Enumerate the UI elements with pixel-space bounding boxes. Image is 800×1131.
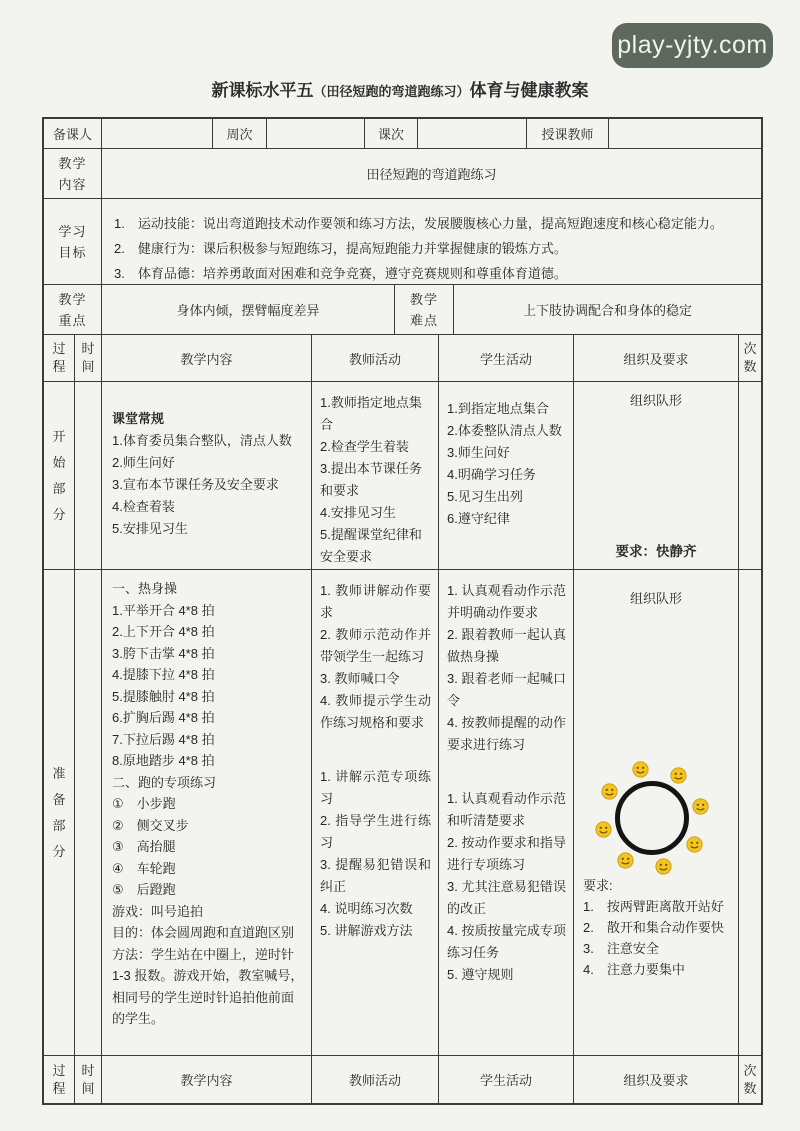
week-value-cell [267,119,365,148]
footer-student: 学生活动 [439,1056,574,1103]
header-process: 过程 [44,335,75,381]
difficulty-value: 上下肢协调配合和身体的稳定 [522,303,692,318]
grid-header-row [44,335,761,382]
footer-times: 次数 [743,1062,757,1096]
drills-list [112,793,305,901]
list-item: 5.提膝触肘 4*8 拍 [112,688,215,704]
list-item: 1. 教师讲解动作要求 [320,583,431,620]
list-item: 5.提醒课堂纪律和安全要求 [320,527,422,564]
list-item: 3. 尤其注意易犯错误的改正 [447,879,566,916]
opening-organization-requirement: 要求：快静齐 [615,544,697,559]
list-item: ③ 高抬腿 [112,839,176,854]
title-paren: （田径短跑的弯道跑练习） [313,84,470,99]
list-item: 6.扩胸后踢 4*8 拍 [112,710,215,725]
teaching-content-row [44,149,761,199]
footer-organization: 组织及要求 [574,1056,739,1103]
teaching-content-label: 教学内容 [44,149,102,198]
list-item: 1.体育委员集合整队，清点人数 [112,433,292,448]
requirements-label: 要求: [583,878,613,893]
teaching-content-value: 田径短跑的弯道跑练习 [366,167,497,182]
footer-process: 过程 [44,1056,75,1103]
list-item: 5.安排见习生 [112,521,188,536]
requirements-list [583,896,732,980]
opening-organization-cell [574,382,739,569]
list-item: 5.见习生出列 [447,489,523,504]
list-item: 4. 按质按量完成专项练习任务 [447,923,566,960]
list-item: 1. 按两臂距离散开站好 [583,899,724,914]
list-item: 3. 注意安全 [583,941,659,956]
opening-teacher-cell [312,382,439,569]
footer-content: 教学内容 [102,1056,312,1103]
list-item: 4.安排见习生 [320,505,396,520]
list-item: 1. 认真观看动作示范和听清楚要求 [447,791,566,828]
list-item: 3. 跟着老师一起喊口令 [447,671,566,708]
student-smiley-icon [601,783,618,800]
preparation-teacher-cell [312,570,439,1055]
list-item: 1. 讲解示范专项练习 [320,769,431,806]
list-item: 2. 指导学生进行练习 [320,813,431,850]
preparation-student-cell [439,570,574,1055]
student-smiley-icon [655,858,672,875]
week-label: 周次 [213,119,267,148]
watermark-badge [612,23,773,68]
opening-student-cell [439,382,574,569]
list-item: 2. 按动作要求和指导进行专项练习 [447,835,566,872]
header-time: 时间 [75,335,102,381]
preparation-organization-cell [574,570,739,1055]
list-item: 4. 说明练习次数 [320,901,413,916]
student-smiley-icon [632,761,649,778]
list-item: 1.教师指定地点集合 [320,395,422,432]
objectives-label: 学习目标 [44,199,102,284]
list-item: 1.平举开合 4*8 拍 [112,602,215,618]
list-item: 4. 按教师提醒的动作要求进行练习 [447,715,566,752]
list-item: 2.上下开合 4*8 拍 [112,624,215,639]
list-item: 方法：学生站在中圈上，逆时针1-3 报数。游戏开始，教室喊号，相同号的学生逆时针追拍他前面的学生。 [112,946,304,1026]
opening-content-cell [102,382,312,569]
footer-teacher: 教师活动 [312,1056,439,1103]
preparation-organization-title: 组织队形 [629,591,682,606]
list-item: 目的：体会圆周跑和直道跑区别 [112,925,295,940]
lesson-value-cell [418,119,527,148]
objectives-list [102,199,761,284]
header-content: 教学内容 [102,335,312,381]
list-item: 4.提膝下拉 4*8 拍 [112,667,215,682]
page-title [0,76,800,101]
list-item: 8.原地踏步 4*8 拍 [112,753,215,768]
list-item: 3. 体育品德：培养勇敢面对困难和竞争竞赛，遵守竞赛规则和尊重体育道德。 [114,266,567,281]
list-item: 3. 教师喊口令 [320,671,400,686]
preparation-section-row [44,570,761,1056]
list-item: 游戏：叫号追拍 [112,903,204,919]
game-description [112,901,305,1030]
list-item: 2. 散开和集合动作要快 [583,920,724,935]
list-item: 3.提出本节课任务和要求 [320,461,422,498]
list-item: 2. 教师示范动作并带领学生一起练习 [320,627,431,664]
list-item: 2.体委整队清点人数 [447,423,562,438]
list-item: ④ 车轮跑 [112,860,176,876]
opening-content-list [112,430,305,540]
info-row [44,119,761,149]
teacher-block-2 [320,766,431,942]
lesson-label: 课次 [365,119,418,148]
list-item: 1. 认真观看动作示范并明确动作要求 [447,583,566,620]
lesson-plan-table [42,117,763,1105]
list-item: ① 小步跑 [112,796,176,811]
list-item: 4.明确学习任务 [447,467,536,482]
list-item: 1. 运动技能：说出弯道跑技术动作要领和练习方法，发展腰腹核心力量，提高短跑速度和核心稳定能力。 [114,216,723,231]
preparation-times-cell [739,570,761,1055]
list-item: 2. 健康行为：课后积极参与短跑练习，提高短跑能力并掌握健康的锻炼方式。 [114,241,567,256]
student-smiley-icon [686,836,703,853]
circle-formation-diagram [592,758,712,878]
header-times: 次数 [743,341,757,374]
header-organization: 组织及要求 [574,335,739,381]
student-block-1 [447,580,566,756]
list-item: 2.师生问好 [112,455,175,470]
student-smiley-icon [670,767,687,784]
preparation-time-cell [75,570,102,1055]
student-smiley-icon [617,852,634,869]
opening-section-row [44,382,761,570]
list-item: ② 侧交叉步 [112,817,189,833]
title-suffix: 体育与健康教案 [469,81,589,100]
title-prefix: 新课标水平五 [211,81,314,100]
opening-times-cell [739,382,761,569]
focus-value: 身体内倾，摆臂幅度差异 [102,285,395,334]
list-item: 3.师生问好 [447,445,510,460]
footer-time: 时间 [75,1056,102,1103]
instructor-value-cell [609,119,761,148]
header-student: 学生活动 [439,335,574,381]
list-item: 2.检查学生着装 [320,439,409,454]
list-item: 3. 提醒易犯错误和纠正 [320,857,431,894]
header-teacher: 教师活动 [312,335,439,381]
difficulty-label: 教学难点 [395,285,454,334]
focus-row [44,285,761,335]
student-smiley-icon [595,821,612,838]
warmup-list [112,600,305,772]
warmup-section-title: 一、热身操 [112,581,178,596]
preparation-requirements [583,875,732,980]
focus-label: 教学重点 [44,285,102,334]
watermark-text: play-yjty.com [617,31,768,59]
formation-ring [615,781,689,855]
list-item: 1.到指定地点集合 [447,401,549,416]
list-item: 3.胯下击掌 4*8 拍 [112,645,215,661]
opening-time-cell [75,382,102,569]
list-item: 4.检查着装 [112,499,175,514]
student-block-2 [447,788,566,986]
drills-section-title: 二、跑的专项练习 [112,774,217,790]
list-item: 5. 遵守规则 [447,967,514,982]
list-item: 5. 讲解游戏方法 [320,923,413,938]
student-smiley-icon [692,798,709,815]
objectives-row [44,199,761,285]
opening-organization-title: 组织队形 [629,393,682,408]
opening-content-title: 课堂常规 [112,411,165,426]
instructor-label: 授课教师 [527,119,609,148]
list-item: 4. 教师提示学生动作练习规格和要求 [320,693,431,730]
grid-footer-row [44,1056,761,1103]
teacher-block-1 [320,580,431,734]
list-item: ⑤ 后蹬跑 [112,882,176,897]
prep-person-label: 备课人 [44,119,102,148]
preparation-process-label: 准备部分 [44,570,75,1055]
list-item: 3.宣布本节课任务及安全要求 [112,477,279,492]
opening-process-label: 开始部分 [44,382,75,569]
list-item: 4. 注意力要集中 [583,962,685,977]
list-item: 7.下拉后踢 4*8 拍 [112,731,215,747]
prep-person-value-cell [102,119,213,148]
list-item: 6.遵守纪律 [447,511,510,526]
list-item: 2. 跟着教师一起认真做热身操 [447,627,566,664]
preparation-content-cell [102,570,312,1055]
